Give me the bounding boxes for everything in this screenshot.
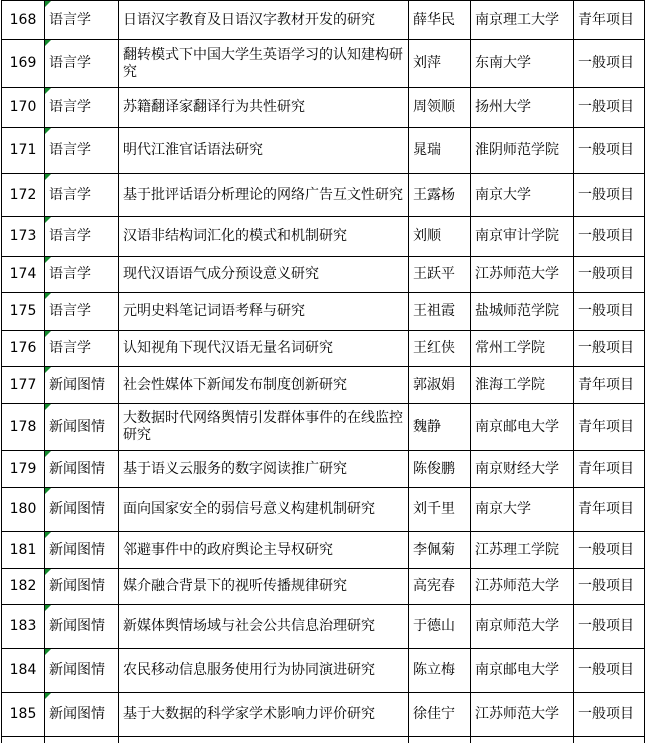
category-cell: 一般项目 [574, 293, 645, 331]
project-title-cell: 社会性媒体下新闻发布制度创新研究 [119, 367, 409, 404]
project-title-cell: 明代江淮官话语法研究 [119, 128, 409, 174]
discipline-cell: 新闻图情 [45, 451, 119, 488]
category-cell: 青年项目 [574, 1, 645, 40]
row-number: 180 [2, 488, 45, 532]
unit-cell: 南京邮电大学 [471, 404, 574, 451]
unit-cell: 常州工学院 [471, 331, 574, 367]
unit-cell: 南京大学 [471, 488, 574, 532]
category-cell: 一般项目 [574, 128, 645, 174]
table-row [2, 367, 645, 404]
leader-cell: 郭淑娟 [409, 367, 471, 404]
table-row [2, 257, 645, 293]
row-number: 175 [2, 293, 45, 331]
leader-cell: 徐佳宁 [409, 693, 471, 737]
project-title-cell: 邻避事件中的政府舆论主导权研究 [119, 532, 409, 569]
unit-cell: 南京师范大学 [471, 605, 574, 649]
table-row [2, 404, 645, 451]
cut-off-cell [574, 737, 645, 743]
project-title-cell: 认知视角下现代汉语无量名词研究 [119, 331, 409, 367]
unit-cell: 南京财经大学 [471, 451, 574, 488]
project-title-cell: 基于大数据的科学家学术影响力评价研究 [119, 693, 409, 737]
table-row [2, 532, 645, 569]
unit-cell: 扬州大学 [471, 88, 574, 128]
leader-cell: 魏静 [409, 404, 471, 451]
category-cell: 一般项目 [574, 88, 645, 128]
unit-cell: 江苏师范大学 [471, 693, 574, 737]
discipline-cell: 新闻图情 [45, 605, 119, 649]
cut-off-cell [409, 737, 471, 743]
row-number: 184 [2, 649, 45, 693]
table-row [2, 293, 645, 331]
category-cell: 一般项目 [574, 257, 645, 293]
project-title-cell: 苏籍翻译家翻译行为共性研究 [119, 88, 409, 128]
leader-cell: 陈立梅 [409, 649, 471, 693]
cut-off-cell [119, 737, 409, 743]
project-title-cell: 现代汉语语气成分预设意义研究 [119, 257, 409, 293]
project-title-cell: 日语汉字教育及日语汉字教材开发的研究 [119, 1, 409, 40]
discipline-cell: 语言学 [45, 1, 119, 40]
row-number: 178 [2, 404, 45, 451]
category-cell: 一般项目 [574, 331, 645, 367]
row-number: 172 [2, 174, 45, 217]
discipline-cell: 新闻图情 [45, 693, 119, 737]
leader-cell: 王祖霞 [409, 293, 471, 331]
table-row [2, 569, 645, 605]
discipline-cell: 语言学 [45, 174, 119, 217]
leader-cell: 刘千里 [409, 488, 471, 532]
row-number: 173 [2, 217, 45, 257]
category-cell: 青年项目 [574, 367, 645, 404]
table-row [2, 693, 645, 737]
table-row [2, 174, 645, 217]
leader-cell: 陈俊鹏 [409, 451, 471, 488]
cut-off-cell [45, 737, 119, 743]
table-row [2, 331, 645, 367]
leader-cell: 晁瑞 [409, 128, 471, 174]
table-body [2, 1, 645, 743]
row-number: 177 [2, 367, 45, 404]
project-title-cell: 面向国家安全的弱信号意义构建机制研究 [119, 488, 409, 532]
leader-cell: 薛华民 [409, 1, 471, 40]
leader-cell: 周领顺 [409, 88, 471, 128]
discipline-cell: 语言学 [45, 40, 119, 88]
row-number: 185 [2, 693, 45, 737]
discipline-cell: 新闻图情 [45, 532, 119, 569]
leader-cell: 王露杨 [409, 174, 471, 217]
leader-cell: 王跃平 [409, 257, 471, 293]
row-number: 170 [2, 88, 45, 128]
project-title-cell: 大数据时代网络舆情引发群体事件的在线监控研究 [119, 404, 409, 451]
project-list-table [1, 0, 645, 743]
category-cell: 一般项目 [574, 217, 645, 257]
table-row [2, 605, 645, 649]
unit-cell: 东南大学 [471, 40, 574, 88]
row-number: 183 [2, 605, 45, 649]
category-cell: 青年项目 [574, 488, 645, 532]
table-row [2, 128, 645, 174]
cut-off-cell [471, 737, 574, 743]
project-title-cell: 媒介融合背景下的视听传播规律研究 [119, 569, 409, 605]
row-number: 176 [2, 331, 45, 367]
unit-cell: 南京邮电大学 [471, 649, 574, 693]
discipline-cell: 语言学 [45, 128, 119, 174]
table-row [2, 488, 645, 532]
table-row [2, 1, 645, 40]
row-number: 174 [2, 257, 45, 293]
discipline-cell: 新闻图情 [45, 488, 119, 532]
discipline-cell: 语言学 [45, 257, 119, 293]
row-number: 169 [2, 40, 45, 88]
category-cell: 青年项目 [574, 451, 645, 488]
unit-cell: 淮阴师范学院 [471, 128, 574, 174]
unit-cell: 盐城师范学院 [471, 293, 574, 331]
project-title-cell: 基于语义云服务的数字阅读推广研究 [119, 451, 409, 488]
project-title-cell: 农民移动信息服务使用行为协同演进研究 [119, 649, 409, 693]
discipline-cell: 语言学 [45, 88, 119, 128]
discipline-cell: 新闻图情 [45, 367, 119, 404]
row-number: 179 [2, 451, 45, 488]
discipline-cell: 新闻图情 [45, 569, 119, 605]
leader-cell: 王红侠 [409, 331, 471, 367]
unit-cell: 淮海工学院 [471, 367, 574, 404]
row-number: 181 [2, 532, 45, 569]
leader-cell: 高宪春 [409, 569, 471, 605]
row-number: 182 [2, 569, 45, 605]
project-title-cell: 翻转模式下中国大学生英语学习的认知建构研究 [119, 40, 409, 88]
project-title-cell: 新媒体舆情场域与社会公共信息治理研究 [119, 605, 409, 649]
category-cell: 一般项目 [574, 532, 645, 569]
category-cell: 一般项目 [574, 40, 645, 88]
category-cell: 一般项目 [574, 174, 645, 217]
table-row [2, 649, 645, 693]
table-row [2, 40, 645, 88]
leader-cell: 刘萍 [409, 40, 471, 88]
discipline-cell: 语言学 [45, 293, 119, 331]
project-title-cell: 汉语非结构词汇化的模式和机制研究 [119, 217, 409, 257]
category-cell: 一般项目 [574, 569, 645, 605]
discipline-cell: 新闻图情 [45, 649, 119, 693]
discipline-cell: 新闻图情 [45, 404, 119, 451]
unit-cell: 南京理工大学 [471, 1, 574, 40]
category-cell: 一般项目 [574, 605, 645, 649]
category-cell: 一般项目 [574, 693, 645, 737]
project-title-cell: 基于批评话语分析理论的网络广告互文性研究 [119, 174, 409, 217]
table-row [2, 88, 645, 128]
unit-cell: 南京审计学院 [471, 217, 574, 257]
unit-cell: 江苏理工学院 [471, 532, 574, 569]
unit-cell: 江苏师范大学 [471, 569, 574, 605]
leader-cell: 刘顺 [409, 217, 471, 257]
category-cell: 青年项目 [574, 404, 645, 451]
project-title-cell: 元明史料笔记词语考释与研究 [119, 293, 409, 331]
row-number: 168 [2, 1, 45, 40]
leader-cell: 于德山 [409, 605, 471, 649]
table-row [2, 217, 645, 257]
discipline-cell: 语言学 [45, 331, 119, 367]
category-cell: 一般项目 [574, 649, 645, 693]
unit-cell: 江苏师范大学 [471, 257, 574, 293]
unit-cell: 南京大学 [471, 174, 574, 217]
table-row [2, 451, 645, 488]
cut-off-cell [2, 737, 45, 743]
discipline-cell: 语言学 [45, 217, 119, 257]
row-number: 171 [2, 128, 45, 174]
table-row-partial [2, 737, 645, 743]
leader-cell: 李佩菊 [409, 532, 471, 569]
